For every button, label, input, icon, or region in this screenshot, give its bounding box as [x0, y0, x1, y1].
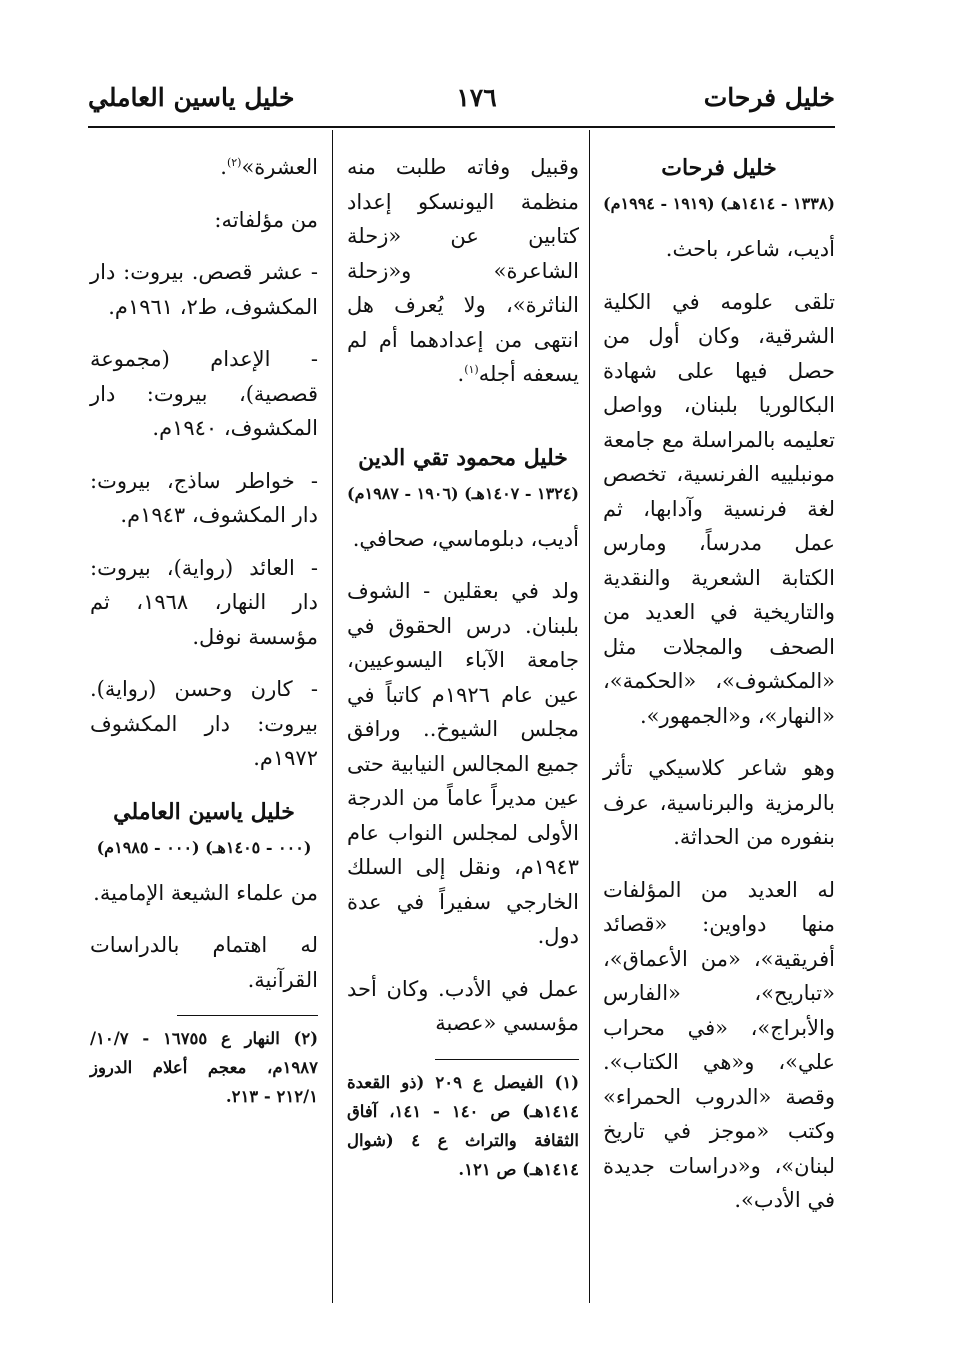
column-divider-left [332, 130, 333, 1303]
column-divider-right [589, 130, 590, 1303]
entry-dates: (٠٠٠ - ١٤٠٥هـ) (٠٠٠ - ١٩٨٥م) [96, 837, 312, 857]
paragraph: وهو شاعر كلاسيكي تأثر بالرمزية والبرناسية، عرف بنفوره من الحداثة. [603, 756, 835, 849]
footnote-rule [177, 1015, 318, 1016]
work-item: - العائد (رواية)، بيروت: دار النهار، ١٩٦٨، ثم مؤسسة نوفل. [90, 555, 318, 649]
paragraph: تلقى علومه في الكلية الشرقية، وكان أول من حصل فيها على شهادة البكالوريا بلبنان، وواصل تعليمه بالمراسلة مع جامعة مونبلييه الفرنسية، تخصص لغة فرنسية وآدابها، ثم عمل مدرساً، ومارس الكتابة الشعرية والنقدية والتاريخية في العديد من الصحف والمجلات مثل «المكشوف»، «الحكمة»، «النهار»، و«الجمهور». [603, 289, 835, 728]
running-header-left: خليل ياسين العاملي [88, 83, 295, 112]
work-item: - كارن وحسن (رواية). بيروت: دار المكشوف ١٩٧٢م. [90, 677, 318, 770]
work-item: - عشر قصص. بيروت: دار المكشوف، ط٢، ١٩٦١م. [90, 260, 318, 319]
works-heading: من مؤلفاته: [214, 207, 318, 232]
entry-name: خليل محمود تقي الدين [358, 444, 568, 471]
entry-dates: (١٣٣٨ - ١٤١٤هـ) (١٩١٩ - ١٩٩٤م) [603, 194, 835, 213]
paragraph-text: العشرة» [241, 155, 318, 179]
paragraph-text: وقبيل وفاته طلبت منه منظمة اليونسكو إعداد كتابين عن «زحلة الشاعرة» و«زحلة الناثرة»، ولا يُعرف هل انتهى من إعدادهما أم لم يسعفه أجله [347, 155, 579, 386]
entry-name: خليل فرحات [661, 155, 777, 181]
work-item: - خواطر ساذج، بيروت: دار المكشوف، ١٩٤٣م. [90, 468, 318, 527]
punctuation: . [457, 362, 465, 386]
paragraph [90, 150, 318, 185]
punctuation: . [220, 155, 227, 179]
footnote-rule [435, 1059, 579, 1060]
header-rule [88, 126, 835, 128]
footnote: (١) الفيصل ع ٢٠٩ (ذو القعدة ١٤١٤هـ) ص ١٤٠ - ١٤١، آفاق الثقافة والتراث ع ٤ (شوال ١٤١٤هـ) ص ١٢١. [347, 1072, 579, 1179]
column-right [603, 150, 835, 1236]
paragraph: ولد في بعقلين - الشوف بلبنان. درس الحقوق في جامعة الآباء اليسوعيين، عين عام ١٩٢٦م كاتباً في مجلس الشيوخ.. ورافق جميع المجالس النيابية حتى عين مديراً عاماً من الدرجة الأولى لمجلس النواب عام ١٩٤٣م، ونقل إلى السلك الخارجي سفيراً في عدة دول. [347, 579, 580, 948]
footnote: (٢) النهار ع ١٦٧٥٥ - ١٠/٧/ ١٩٨٧م، معجم أعلام الدروز ٢١٢/١ - ٢١٣. [90, 1029, 318, 1106]
paragraph [347, 150, 579, 392]
paragraph: له اهتمام بالدراسات القرآنية. [90, 933, 318, 992]
entry-dates: (١٣٢٤ - ١٤٠٧هـ) (١٩٠٦ - ١٩٨٧م) [347, 483, 579, 503]
spacer [347, 410, 579, 440]
paragraph: عمل في الأدب. وكان أحد مؤسسي «عصبة [347, 976, 579, 1035]
entry-description: أديب، شاعر، باحث. [665, 237, 835, 261]
work-item: - الإعدام (مجموعة قصصية)، بيروت: دار المكشوف، ١٩٤٠م. [90, 347, 318, 440]
page-number: ١٧٦ [456, 83, 497, 112]
running-header-right: خليل فرحات [703, 83, 835, 112]
entry-description: أديب، دبلوماسي، صحافي. [352, 526, 579, 551]
paragraph: له العديد من المؤلفات منها دواوين: «قصائد أفريقية»، «من الأعماق»، «تباريح»، «الفارس والأبراج»، «في محراب علي»، و«هي الكتاب». وقصة «الدروب الحمراء» وكتب «موجز في تاريخ لبنان»، و«دراسات جديدة في الأدب». [603, 877, 835, 1212]
footnote-ref: (١) [464, 363, 479, 376]
entry-description: من علماء الشيعة الإمامية. [93, 880, 318, 905]
footnote-ref: (٢) [226, 156, 242, 169]
entry-name: خليل ياسين العاملي [113, 798, 295, 825]
column-left [90, 150, 318, 1129]
column-middle [347, 150, 579, 1202]
